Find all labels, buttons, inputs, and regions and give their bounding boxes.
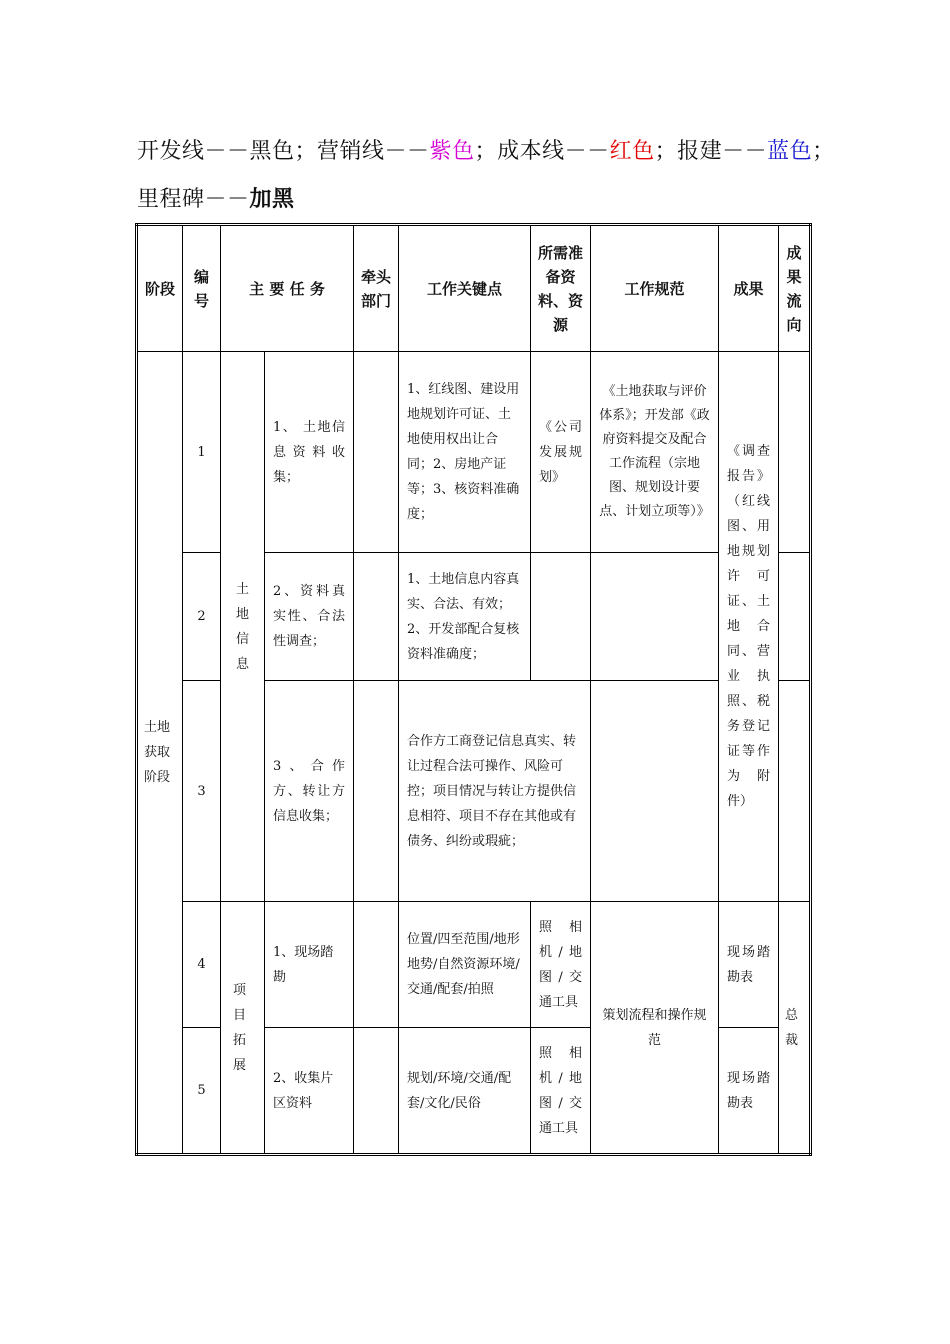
legend-separator: ； [474,139,498,164]
result-flow-cell [779,681,811,902]
norms-cell: 《土地获取与评价体系》；开发部《政府资料提交及配合工作流程（宗地图、规划设计要点、计划立项等）》 [591,352,719,553]
legend-separator: ； [654,139,678,164]
lead-dept-cell [354,352,399,553]
lead-dept-cell [354,902,399,1028]
legend-cost-prefix: 成本线－－ [497,139,610,164]
task-cell: 2、收集片区资料 [265,1028,354,1155]
legend-dev-line: 开发线－－黑色； [137,139,318,164]
norms-cell: 策划流程和操作规范 [591,902,719,1155]
group-land-info: 土地信息 [221,352,265,902]
result-flow-cell: 总裁 [779,902,811,1155]
header-number: 编号 [183,225,221,352]
result-cell: 现场踏勘表 [719,902,779,1028]
task-cell: 2、资料真实性、合法性调查； [265,553,354,681]
resources-cell: 《公司发展规划》 [531,352,591,553]
legend-milestone-value: 加黑 [249,187,295,212]
legend-cost-color: 红色 [609,139,655,164]
row-number: 5 [183,1028,221,1155]
header-resources: 所需准备资料、资源 [531,225,591,352]
header-result: 成果 [719,225,779,352]
table-header-row [137,225,811,352]
key-points-cell: 位置/四至范围/地形地势/自然资源环境/交通/配套/拍照 [399,902,531,1028]
norms-cell [591,553,719,681]
row-number: 3 [183,681,221,902]
lead-dept-cell [354,553,399,681]
row-number: 4 [183,902,221,1028]
header-lead-dept: 牵头部门 [354,225,399,352]
resources-cell: 照相机/地图/交通工具 [531,902,591,1028]
row-number: 2 [183,553,221,681]
result-cell: 现场踏勘表 [719,1028,779,1155]
stage-cell: 土地获取阶段 [137,352,183,1155]
resources-cell [531,553,591,681]
table-row [137,352,811,553]
legend-marketing-prefix: 营销线－－ [317,139,430,164]
legend-line-1 [137,137,835,167]
result-flow-cell [779,553,811,681]
lead-dept-cell [354,1028,399,1155]
key-points-cell: 规划/环境/交通/配套/文化/民俗 [399,1028,531,1155]
legend-marketing-color: 紫色 [429,139,475,164]
legend-permit-color: 蓝色 [767,139,813,164]
table-row [137,902,811,1028]
legend-line-2 [137,185,295,215]
key-points-cell: 1、土地信息内容真实、合法、有效；2、开发部配合复核资料准确度； [399,553,531,681]
legend-separator: ； [812,139,835,164]
key-points-cell: 1、红线图、建设用地规划许可证、土地使用权出让合同；2、房地产证等；3、核资料准确度； [399,352,531,553]
task-cell: 3、合作方、转让方信息收集； [265,681,354,902]
lead-dept-cell [354,681,399,902]
legend-permit-prefix: 报建－－ [677,139,768,164]
key-points-cell: 合作方工商登记信息真实、转让过程合法可操作、风险可控；项目情况与转让方提供信息相符、项目不存在其他或有债务、纠纷或瑕疵； [399,681,591,902]
header-result-flow: 成果流向 [779,225,811,352]
result-cell: 《调查报告》（红线图、用地规划许可证、土地合同、营业执照、税务登记证等作为附件） [719,352,779,902]
resources-cell: 照相机/地图/交通工具 [531,1028,591,1155]
task-cell: 1、现场踏勘 [265,902,354,1028]
legend-milestone-prefix: 里程碑－－ [137,187,250,212]
norms-cell [591,681,719,902]
header-stage: 阶段 [137,225,183,352]
group-project-expand: 项目拓展 [221,902,265,1155]
header-key-points: 工作关键点 [399,225,531,352]
row-number: 1 [183,352,221,553]
result-flow-cell [779,352,811,553]
land-acquisition-table [135,223,812,1156]
header-main-task: 主 要 任 务 [221,225,354,352]
header-norms: 工作规范 [591,225,719,352]
task-cell: 1、 土地信息资料收集； [265,352,354,553]
